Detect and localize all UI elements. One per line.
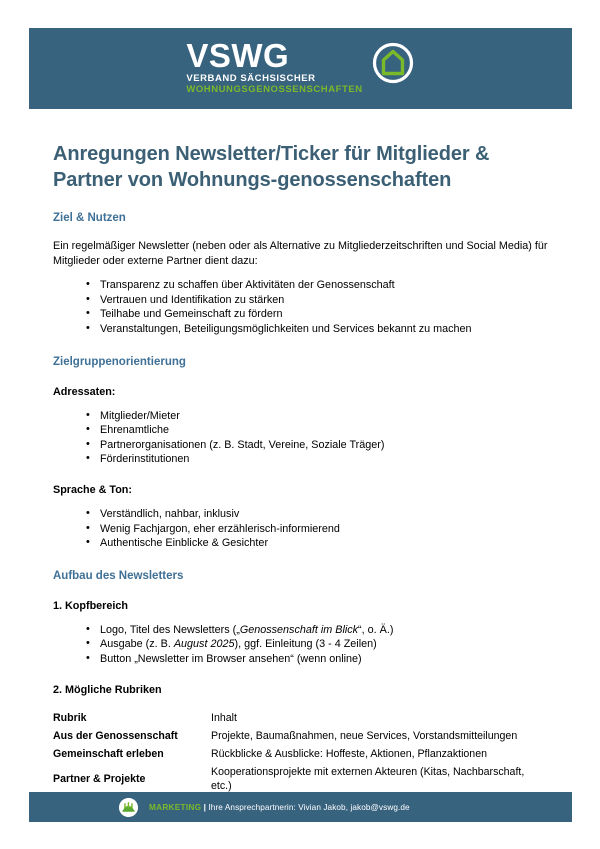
intro-paragraph: Ein regelmäßiger Newsletter (neben oder als Alternative zu Mitgliederzeitschriften und Social Media) für Mitglieder oder externe Partner dient dazu: [53, 240, 548, 267]
list-item: • Teilhabe und Gemeinschaft zu fördern [89, 307, 553, 322]
section-heading-zielgruppenorientierung: Zielgruppenorientierung [53, 355, 186, 368]
list-item-post: ), ggf. Einleitung (3 - 4 Zeilen) [234, 638, 377, 651]
list-item: • Ehrenamtliche [89, 423, 553, 438]
list-item: • Vertrauen und Identifikation zu stärken [89, 293, 553, 308]
section-heading-aufbau: Aufbau des Newsletters [53, 569, 184, 582]
list-item: • Mitglieder/Mieter [89, 409, 553, 424]
page-title: Anregungen Newsletter/Ticker für Mitglieder & Partner von Wohnungs-genossenschaften [53, 143, 490, 191]
table-cell-rubrik: Gemeinschaft erleben [53, 747, 164, 760]
subheading-sprache-ton: Sprache & Ton: [53, 483, 132, 496]
list-item [89, 652, 553, 667]
list-item-pre: Ausgabe (z. B. [100, 638, 174, 651]
rubriken-table [53, 709, 547, 796]
list-item: • Wenig Fachjargon, eher erzählerisch-informierend [89, 522, 553, 537]
list-item: • Partnerorganisationen (z. B. Stadt, Vereine, Soziale Träger) [89, 438, 553, 453]
table-cell-rubrik: Partner & Projekte [53, 773, 146, 786]
marketing-badge-icon [119, 798, 138, 817]
list-item: • Verständlich, nahbar, inklusiv [89, 507, 553, 522]
table-header-row [53, 709, 547, 727]
table-row [53, 745, 547, 763]
list-item-emphasis: Genossenschaft im Blick [239, 623, 359, 636]
logo-subtitle-line2: WOHNUNGSGENOSSENSCHAFTEN [186, 84, 363, 95]
logo-text-block [186, 37, 363, 95]
document-body [53, 142, 553, 796]
footer-label-marketing: MARKETING [149, 802, 202, 812]
table-column-header-rubrik: Rubrik [53, 711, 87, 724]
header-banner [29, 28, 572, 109]
list-item: • Veranstaltungen, Beteiligungsmöglichkeiten und Services bekannt zu machen [89, 322, 553, 337]
house-in-circle-icon [371, 41, 415, 85]
table-cell-inhalt: Projekte, Baumaßnahmen, neue Services, Vorstandsmitteilungen [211, 729, 518, 742]
logo-subtitle-line1: VERBAND SÄCHSISCHER [186, 73, 316, 84]
list-item-pre: Button „Newsletter im Browser ansehen“ (wenn online) [100, 652, 362, 665]
subheading-kopfbereich: 1. Kopfbereich [53, 599, 128, 612]
list-item: • Transparenz zu schaffen über Aktivitäten der Genossenschaft [89, 278, 553, 293]
subheading-adressaten: Adressaten: [53, 385, 116, 398]
table-cell-inhalt: Rückblicke & Ausblicke: Hoffeste, Aktionen, Pflanzaktionen [211, 747, 487, 760]
list-item [89, 623, 553, 638]
sprache-ton-list [53, 507, 553, 551]
list-item-emphasis: August 2025 [173, 638, 235, 651]
footer-bar [29, 792, 572, 822]
table-cell-rubrik: Aus der Genossenschaft [53, 729, 178, 742]
footer-contact: Ihre Ansprechpartnerin: Vivian Jakob, jakob@vswg.de [208, 802, 410, 812]
section-heading-ziel-nutzen: Ziel & Nutzen [53, 212, 126, 224]
subheading-rubriken: 2. Mögliche Rubriken [53, 683, 162, 696]
list-item [89, 637, 553, 652]
vswg-logo [186, 37, 414, 95]
list-item: • Förderinstitutionen [89, 452, 553, 467]
table-row [53, 727, 547, 745]
footer-separator: | [203, 802, 207, 812]
ziel-nutzen-list [53, 278, 553, 336]
footer-contact-text [149, 802, 410, 813]
table-row [53, 763, 547, 795]
logo-wordmark: VSWG [186, 37, 290, 74]
list-item-pre: Logo, Titel des Newsletters („ [100, 623, 240, 636]
list-item: • Authentische Einblicke & Gesichter [89, 536, 553, 551]
adressaten-list [53, 409, 553, 467]
list-item-post: “, o. Ä.) [358, 623, 394, 636]
table-cell-inhalt: Kooperationsprojekte mit externen Akteuren (Kitas, Nachbarschaft, etc.) [211, 766, 525, 793]
table-column-header-inhalt: Inhalt [211, 711, 237, 724]
kopfbereich-list [53, 623, 553, 667]
